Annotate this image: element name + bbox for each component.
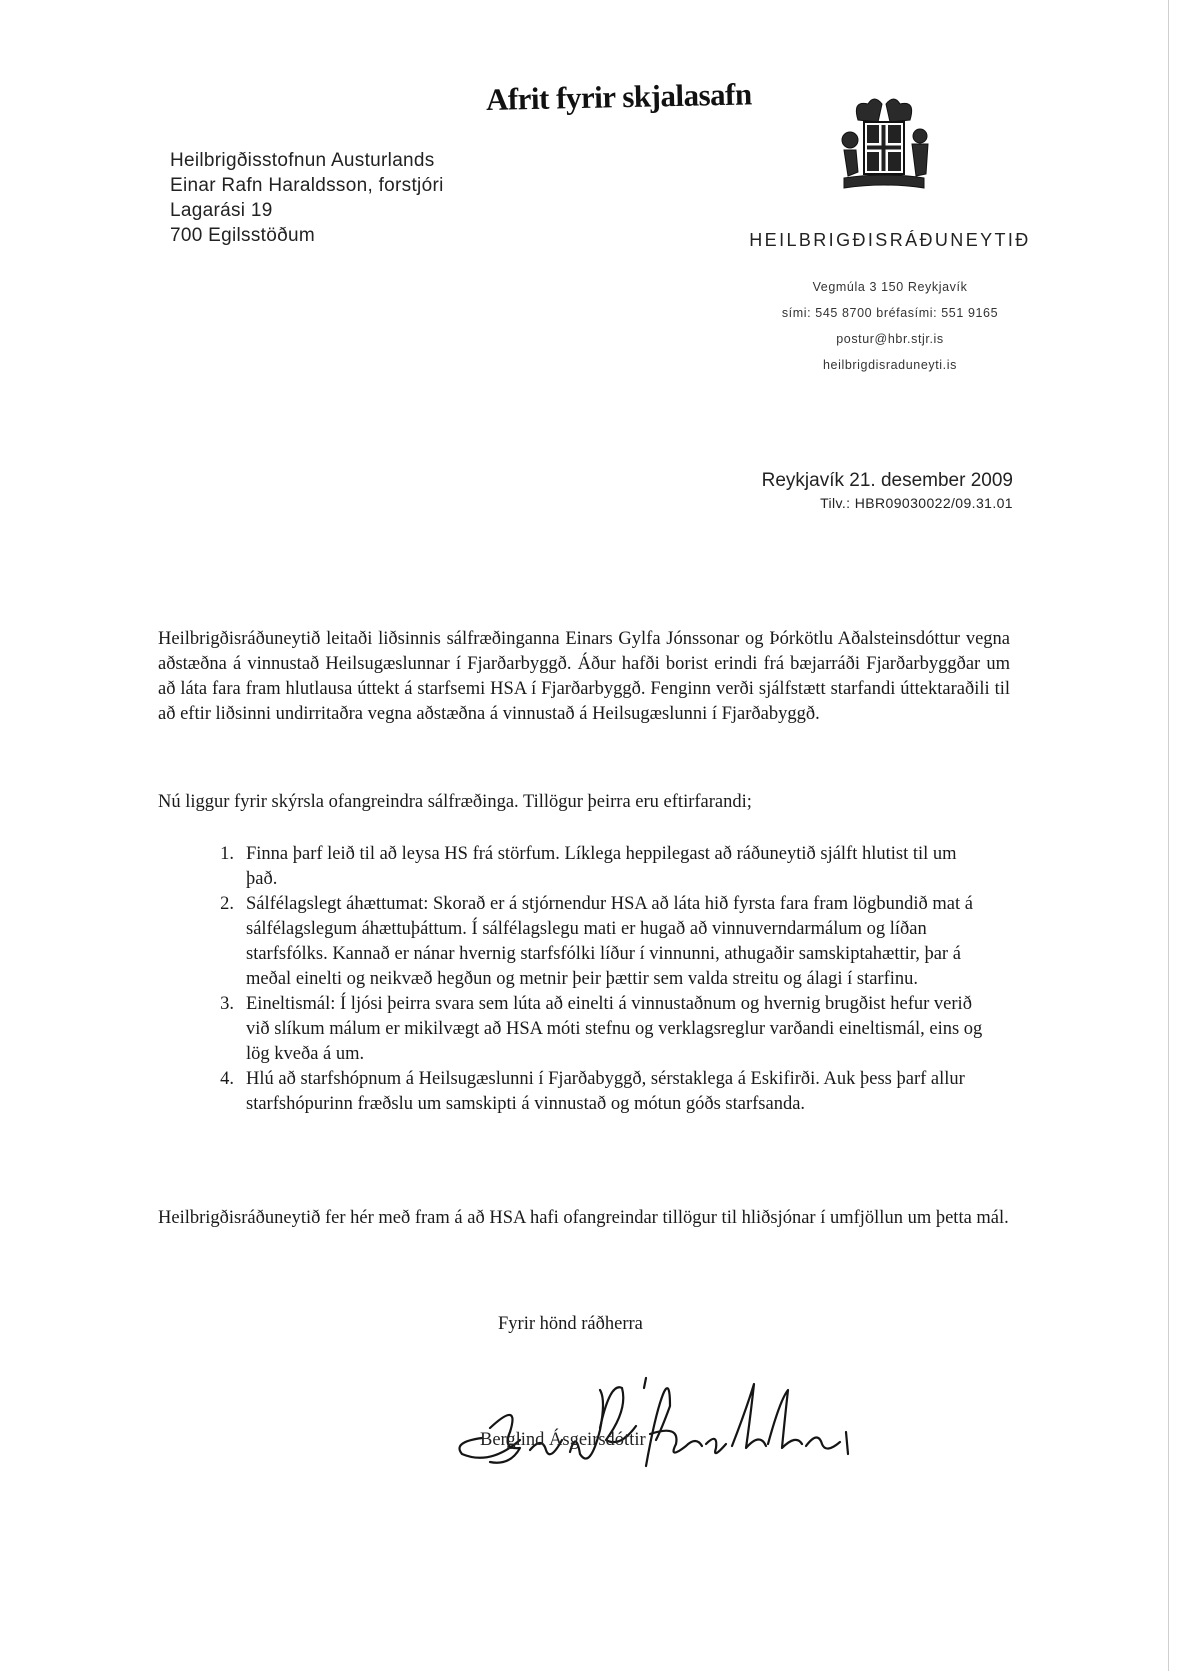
body-paragraph: Heilbrigðisráðuneytið fer hér með fram á að HSA hafi ofangreindar tillögur til hliðsjónar í umfjöllun um þetta mál. — [158, 1208, 1009, 1228]
list-item — [206, 892, 986, 992]
list-item — [206, 992, 986, 1067]
recipient-line: Einar Rafn Haraldsson, forstjóri — [170, 175, 444, 196]
list-item-number: 1. — [220, 844, 234, 864]
letter-date: Reykjavík 21. desember 2009 — [761, 470, 1013, 491]
archive-copy-stamp: Afrit fyrir skjalasafn — [485, 76, 752, 117]
list-item-number: 2. — [220, 894, 234, 914]
list-item — [206, 1067, 986, 1117]
date-reference-block — [762, 468, 1013, 512]
reference-number: Tilv.: HBR09030022/09.31.01 — [820, 495, 1013, 511]
list-item-text: Eineltismál: Í ljósi þeirra svara sem lúta að einelti á vinnustaðnum og hvernig brugðist hefur verið við slíkum málum er mikilvægt að HSA móti stefnu og verklagsreglur varðandi eineltismál, eins og lög kveða á um. — [246, 994, 983, 1064]
coat-of-arms-icon — [838, 92, 930, 192]
list-item — [206, 842, 986, 892]
ministry-web: heilbrigdisraduneyti.is — [822, 358, 957, 372]
recipient-line: Heilbrigðisstofnun Austurlands — [170, 150, 435, 171]
list-item-text: Hlú að starfshópnum á Heilsugæslunni í Fjarðabyggð, sérstaklega á Eskifirði. Auk þess þarf allur starfshópurinn fræðslu um samskipti á vinnustað og mótun góðs starfsanda. — [246, 1069, 965, 1114]
proposals-list — [206, 842, 986, 1117]
recipient-address — [170, 148, 444, 248]
ministry-name: HEILBRIGÐISRÁÐUNEYTIÐ — [749, 230, 1031, 250]
body-paragraph: Heilbrigðisráðuneytið leitaði liðsinnis sálfræðinganna Einars Gylfa Jónssonar og Þórkötlu Aðalsteinsdóttur vegna aðstæðna á vinnustað Heilsugæslunnar í Fjarðarbyggð. Áður hafði borist erindi frá bæjarráði Fjarðarbyggðar um að láta fara fram hlutlausa úttekt á starfsemi HSA í Fjarðarbyggð. Fenginn verði sjálfstætt starfandi úttektaraðili til að eftir liðsinni undirritaðra vegna aðstæðna á vinnustað á Heilsugæslunni í Fjarðabyggð. — [158, 629, 1010, 724]
recipient-line: 700 Egilsstöðum — [170, 225, 315, 246]
scan-edge-line — [1168, 0, 1169, 1671]
ministry-address: Vegmúla 3 150 Reykjavík — [812, 280, 968, 294]
list-item-text: Finna þarf leið til að leysa HS frá störfum. Líklega heppilegast að ráðuneytið sjálft hlutist til um það. — [246, 844, 957, 889]
recipient-line: Lagarási 19 — [170, 200, 273, 221]
signer-name: Berglind Ásgeirsdóttir — [480, 1430, 646, 1450]
list-item-text: Sálfélagslegt áhættumat: Skorað er á stjórnendur HSA að láta hið fyrsta fara fram lögbundið mat á sálfélagslegum áhættuþáttum. Í sálfélagslegu mati er hugað að vinnuverndarmálum og líðan starfsfólks. Kannað er nánar hvernig starfsfólki líður í vinnunni, athugaðir samskiptahættir, þar á meðal einelti og neikvæð hegðun og metnir þeir þættir sem valda streitu og álagi í starfinu. — [246, 894, 973, 989]
list-item-number: 4. — [220, 1069, 234, 1089]
ministry-contact — [740, 274, 1040, 378]
ministry-email: postur@hbr.stjr.is — [836, 332, 944, 346]
list-item-number: 3. — [220, 994, 234, 1014]
body-paragraph: Nú liggur fyrir skýrsla ofangreindra sálfræðinga. Tillögur þeirra eru eftirfarandi; — [158, 792, 752, 812]
closing-line: Fyrir hönd ráðherra — [498, 1314, 643, 1334]
ministry-phone: sími: 545 8700 bréfasími: 551 9165 — [781, 306, 999, 320]
